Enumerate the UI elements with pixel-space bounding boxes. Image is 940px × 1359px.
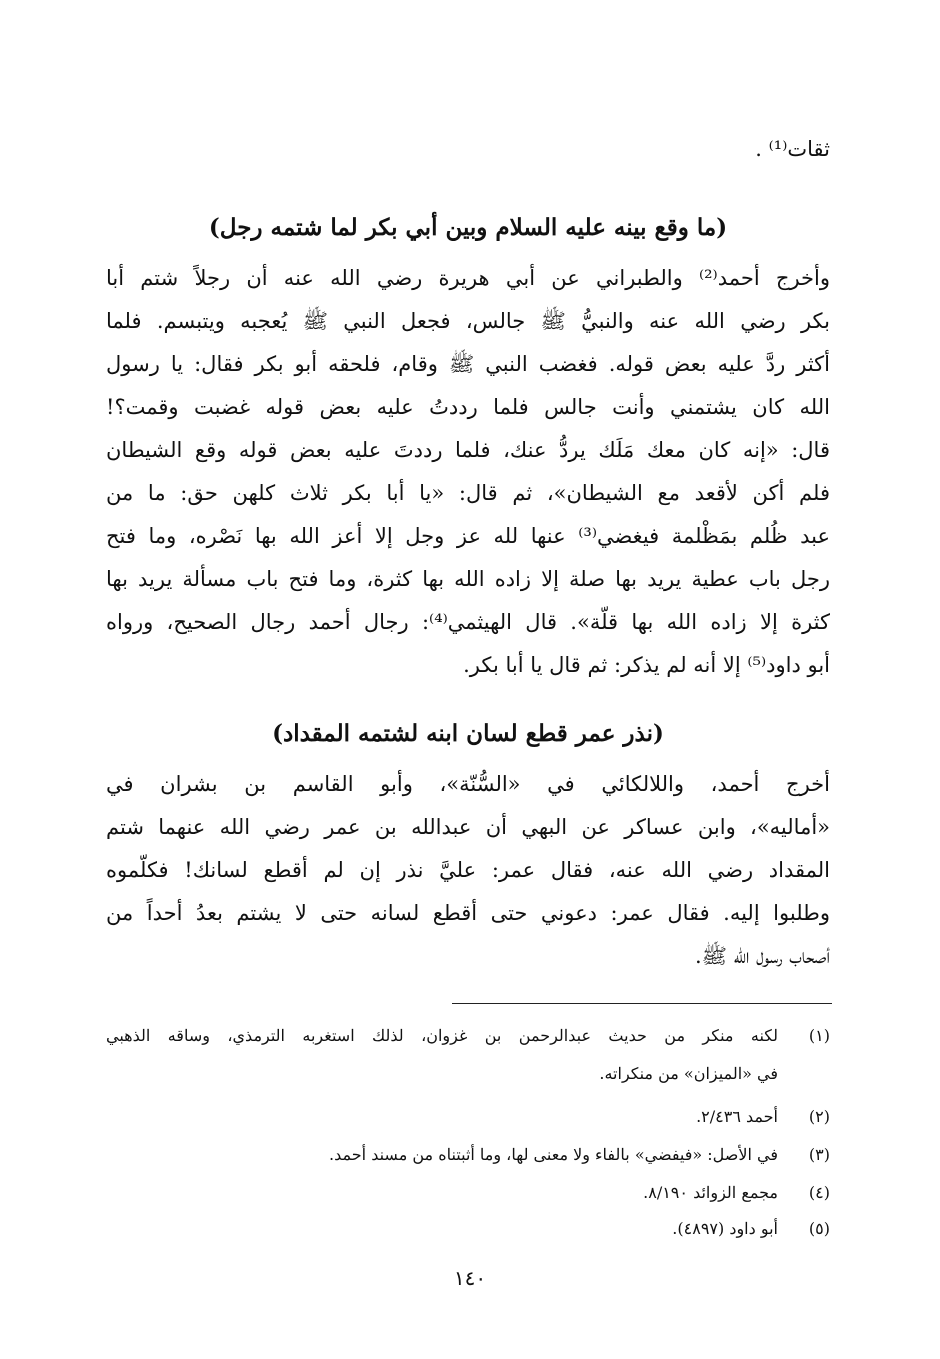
footnote-4 xyxy=(106,1178,830,1208)
footnote-5 xyxy=(106,1214,830,1244)
paragraph-line: رجل باب عطية يريد بها صلة إلا زاده الله بها كثرة، وما فتح باب مسألة يريد بها xyxy=(106,567,830,591)
footnote-text: أحمد ٢/٤٣٦. xyxy=(696,1107,778,1126)
footnote-3 xyxy=(106,1140,830,1170)
paragraph-line: أصحاب رسول الله ﷺ. xyxy=(694,944,830,968)
footnote-text: في الأصل: «فيفضي» بالفاء ولا معنى لها، وما أثبتناه من مسند أحمد. xyxy=(329,1145,778,1164)
footnote-number: (٢) xyxy=(808,1107,830,1126)
footnote-1 xyxy=(106,1021,830,1051)
intro-line: ثقات⁽¹⁾ . xyxy=(755,137,830,161)
paragraph-line: وطلبوا إليه. فقال عمر: دعوني حتى أقطع لسانه حتى لا يشتم بعدُ أحداً من xyxy=(106,901,830,925)
footnote-number: (٤) xyxy=(808,1183,830,1202)
paragraph-line: المقداد رضي الله عنه، فقال عمر: عليَّ نذر إن لم أقطع لسانك! فكلّموه xyxy=(106,858,830,882)
paragraph-line: أكثر ردَّ عليه بعض قوله. فغضب النبي ﷺ وقام، فلحقه أبو بكر فقال: يا رسول xyxy=(106,352,830,376)
section-heading-2: (نذر عمر قطع لسان ابنه لشتمه المقداد) xyxy=(272,720,664,747)
footnote-number: (١) xyxy=(808,1026,830,1045)
paragraph-line: وأخرج أحمد⁽²⁾ والطبراني عن أبي هريرة رضي الله عنه أن رجلاً شتم أبا xyxy=(106,266,830,290)
paragraph-line: أخرج أحمد، واللالكائي في «السُّنّة»، وأبو القاسم بن بشران في xyxy=(106,772,830,796)
page-number: ١٤٠ xyxy=(453,1266,487,1290)
paragraph-line: كثرة إلا زاده الله بها قلّة». قال الهيثمي⁽⁴⁾: رجال أحمد رجال الصحيح، ورواه xyxy=(106,610,830,634)
paragraph-line: عبد ظُلم بمَظْلمة فيغضي⁽³⁾ عنها لله عز وجل إلا أعز الله بها نَصْره، وما فتح xyxy=(106,524,830,548)
paragraph-line: قال: «إنه كان معك مَلَك يردُّ عنك، فلما رددتَ عليه بعض قوله وقع الشيطان xyxy=(106,438,830,462)
footnote-text: أبو داود (٤٨٩٧). xyxy=(672,1219,778,1238)
footnote-text: مجمع الزوائد ٨/١٩٠. xyxy=(643,1183,778,1202)
footnote-2 xyxy=(106,1102,830,1132)
paragraph-line: بكر رضي الله عنه والنبيُّ ﷺ جالس، فجعل النبي ﷺ يُعجبه ويتبسم. فلما xyxy=(106,309,830,333)
footnote-number: (٣) xyxy=(808,1145,830,1164)
paragraph-line: «أماليه»، وابن عساكر عن البهي أن عبدالله بن عمر رضي الله عنهما شتم xyxy=(106,815,830,839)
footnote-text: لكنه منكر من حديث عبدالرحمن بن غزوان، لذلك استغربه الترمذي، وساقه الذهبي xyxy=(106,1026,778,1045)
paragraph-line: الله كان يشتمني وأنت جالس فلما رددتُ عليه بعض قوله غضبت وقمت؟! xyxy=(106,395,830,419)
footnote-separator xyxy=(452,1003,832,1004)
paragraph-line: أبو داود⁽⁵⁾ إلا أنه لم يذكر: ثم قال يا أبا بكر. xyxy=(463,653,830,677)
footnote-number: (٥) xyxy=(808,1219,830,1238)
footnote-text: في «الميزان» من منكراته. xyxy=(599,1064,778,1083)
paragraph-line: فلم أكن لأقعد مع الشيطان»، ثم قال: «يا أبا بكر ثلاث كلهن حق: ما من xyxy=(106,481,830,505)
section-heading-1: (ما وقع بينه عليه السلام وبين أبي بكر لما شتمه رجل) xyxy=(208,214,728,241)
footnote-1-continued xyxy=(106,1059,830,1089)
